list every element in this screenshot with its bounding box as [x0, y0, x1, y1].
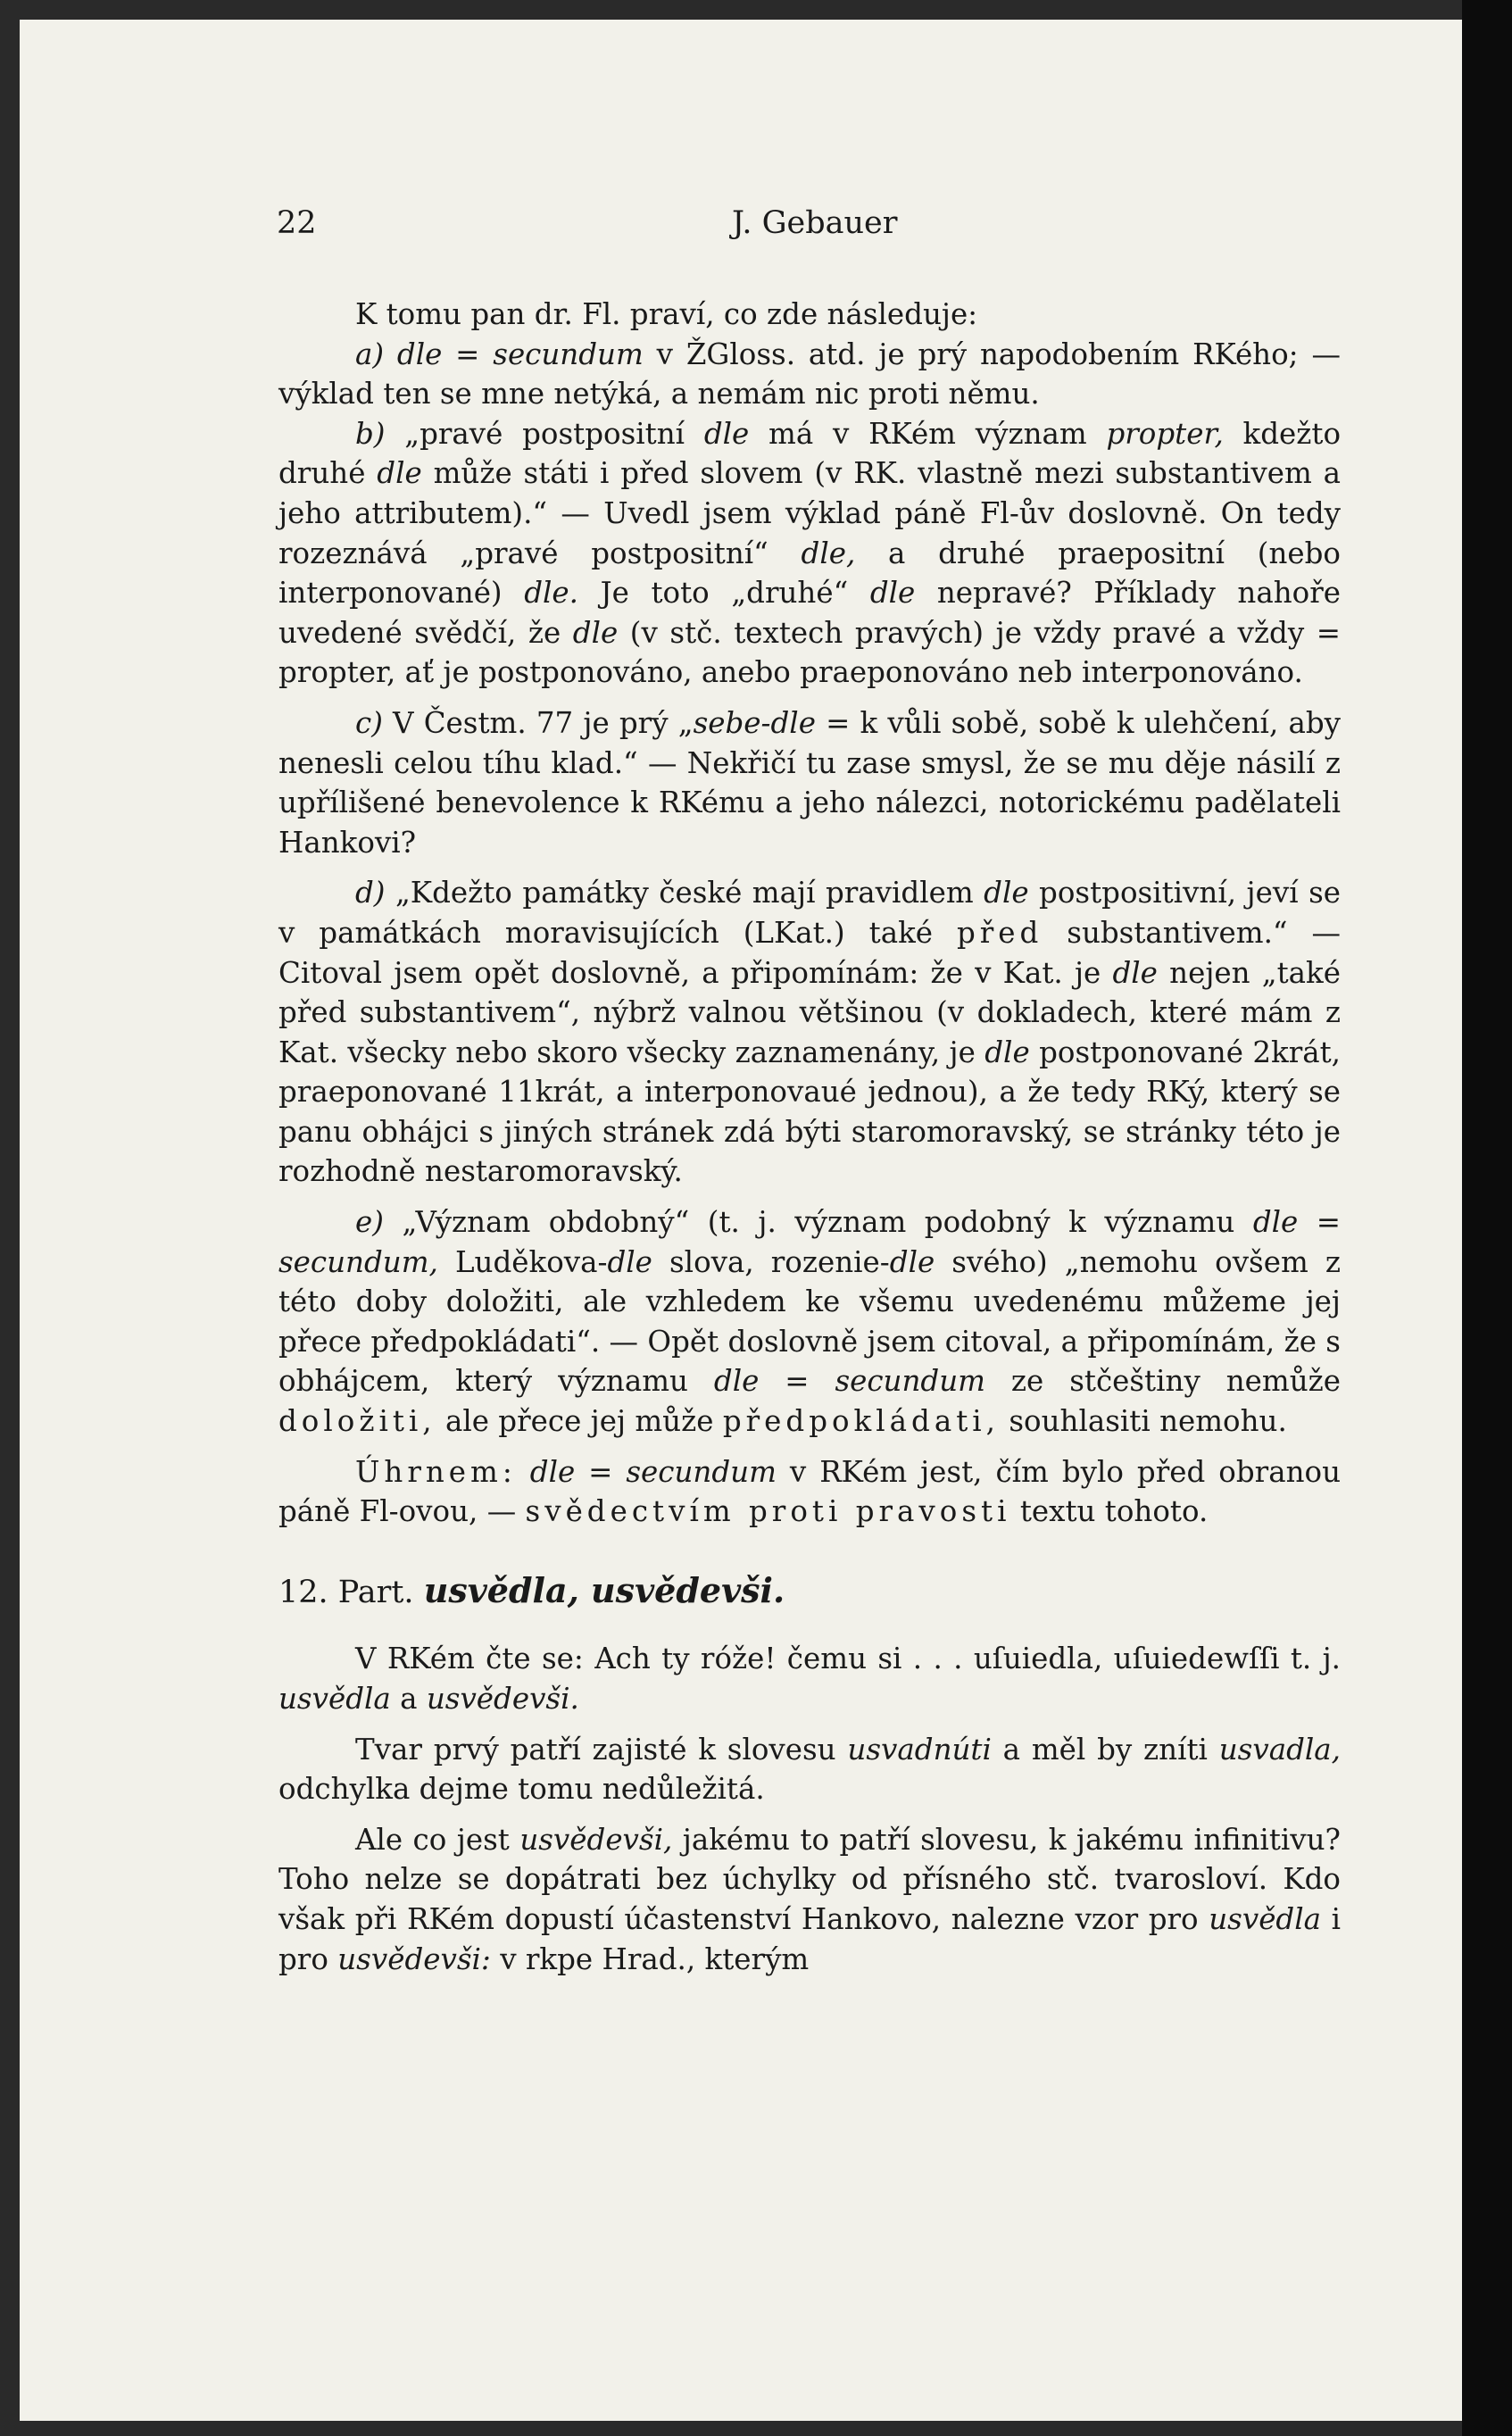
paragraph-c: c) V Čestm. 77 je prý „sebe-dle = k vůli sobě, sobě k ulehčení, aby nenesli celou tíhu klad.“ — Nekřičí tu zase smysl, že se mu děje násilí z upřílišené benevolence k RKému a jeho nálezci, notorickému padělateli Hankovi? — [278, 705, 1341, 860]
paragraph-b: b) „pravé postpositní dle má v RKém význam propter, kdežto druhé dle může státi i před slovem (v RK. vlastně mezi substantivem a jeho attributem).“ — Uvedl jsem výklad páně Fl-ův doslovně. On tedy rozeznává „pravé postpositní“ dle, a druhé praepositní (nebo interponované) dle. Je toto „druhé“ dle nepravé? Příklady nahoře uvedené svědčí, že dle (v stč. textech pravých) je vždy pravé a vždy = propter, ať je postponováno, anebo praeponováno neb interponováno. — [278, 416, 1342, 690]
page-number: 22 — [277, 205, 317, 241]
running-title: J. Gebauer — [732, 205, 898, 241]
paragraph-a: a) dle = secundum v ŽGloss. atd. je prý napodobením RKého; — výklad ten se mne netýká, a nemám nic proti němu. — [278, 337, 1341, 412]
book-page — [20, 20, 1462, 2421]
paragraph-ale: Ale co jest usvědevši, jakému to patří slovesu, k jakému infinitivu? Toho nelze se dopátrati bez úchylky od přísného stč. tvarosloví. Kdo však při RKém dopustí účastenství Hankovo, nalezne vzor pro usvědla i pro usvědevši: v rkpe Hrad., kterým — [278, 1822, 1341, 1976]
paragraph-rk: V RKém čte se: Ach ty róže! čemu si . . . uſuiedla, uſuiedewſſi t. j. usvědla a usvědevši. — [278, 1642, 1341, 1716]
section-heading: 12. Part. usvědla, usvědevši. — [278, 1569, 785, 1610]
body-text — [278, 295, 1341, 1979]
page-header — [277, 205, 1348, 250]
paragraph-e: e) „Význam obdobný“ (t. j. význam podobný k významu dle = secundum, Luděkova-dle slova, rozenie-dle svého) „nemohu ovšem z této doby doložiti, ale vzhledem ke všemu uvedenému můžeme jej přece předpokládati“. — Opět doslovně jsem citoval, a připomínám, že s obhájcem, který významu dle = secundum ze stčeštiny nemůže doložiti, ale přece jej může předpokládati, souhlasiti nemohu. — [278, 1205, 1342, 1439]
paragraph-d: d) „Kdežto památky české mají pravidlem dle postpositivní, jeví se v památkách moravisujících (LKat.) také před substantivem.“ — Citoval jsem opět doslovně, a připomínám: že v Kat. je dle nejen „také před substantivem“, nýbrž valnou většinou (v dokladech, které mám z Kat. všecky nebo skoro všecky zaznamenány, je dle postponované 2krát, praeponované 11krát, a interponovaué jednou), a že tedy RKý, který se panu obhájci s jiných stránek zdá býti staromoravský, se stránky této je rozhodně nestaromoravský. — [278, 876, 1342, 1189]
scan-edge — [1462, 0, 1512, 2436]
paragraph-summary: Úhrnem: dle = secundum v RKém jest, čím bylo před obranou páně Fl-ovou, — svědectvím proti pravosti textu tohoto. — [278, 1454, 1341, 1529]
paragraph-intro: K tomu pan dr. Fl. praví, co zde následuje: — [355, 297, 978, 331]
paragraph-tvar: Tvar prvý patří zajisté k slovesu usvadnúti a měl by zníti usvadla, odchylka dejme tomu nedůležitá. — [278, 1732, 1342, 1807]
